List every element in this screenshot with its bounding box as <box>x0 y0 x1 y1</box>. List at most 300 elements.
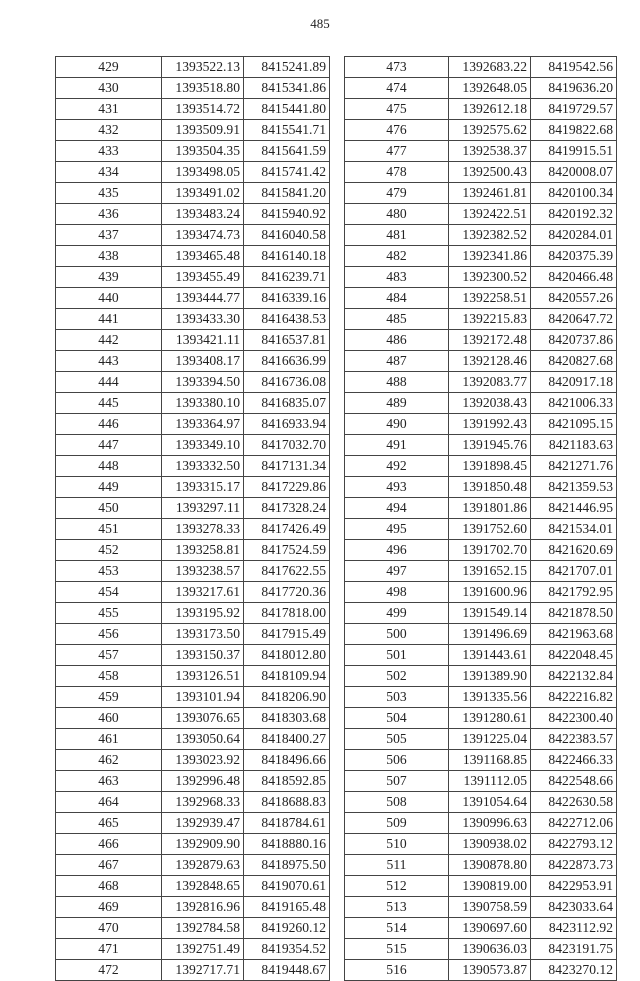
table-row <box>56 918 330 939</box>
x-coordinate-cell: 1393195.92 <box>162 603 244 624</box>
point-number-cell: 481 <box>345 225 449 246</box>
y-coordinate-cell: 8416140.18 <box>244 246 330 267</box>
y-coordinate-cell: 8416933.94 <box>244 414 330 435</box>
point-number-cell: 491 <box>345 435 449 456</box>
table-row <box>56 330 330 351</box>
y-coordinate-cell: 8418880.16 <box>244 834 330 855</box>
table-row <box>345 435 617 456</box>
x-coordinate-cell: 1392575.62 <box>449 120 531 141</box>
point-number-cell: 482 <box>345 246 449 267</box>
x-coordinate-cell: 1393150.37 <box>162 645 244 666</box>
x-coordinate-cell: 1391850.48 <box>449 477 531 498</box>
x-coordinate-cell: 1392538.37 <box>449 141 531 162</box>
table-row <box>56 57 330 78</box>
table-row <box>345 624 617 645</box>
table-row <box>345 561 617 582</box>
y-coordinate-cell: 8415641.59 <box>244 141 330 162</box>
x-coordinate-cell: 1393483.24 <box>162 204 244 225</box>
y-coordinate-cell: 8423270.12 <box>531 960 617 981</box>
table-row <box>345 645 617 666</box>
point-number-cell: 444 <box>56 372 162 393</box>
y-coordinate-cell: 8417524.59 <box>244 540 330 561</box>
table-row <box>56 687 330 708</box>
table-row <box>56 792 330 813</box>
x-coordinate-cell: 1393297.11 <box>162 498 244 519</box>
y-coordinate-cell: 8420008.07 <box>531 162 617 183</box>
table-row <box>345 78 617 99</box>
x-coordinate-cell: 1393455.49 <box>162 267 244 288</box>
table-row <box>56 498 330 519</box>
coordinates-table-left <box>55 56 330 981</box>
x-coordinate-cell: 1391168.85 <box>449 750 531 771</box>
table-row <box>56 246 330 267</box>
y-coordinate-cell: 8418206.90 <box>244 687 330 708</box>
x-coordinate-cell: 1390938.02 <box>449 834 531 855</box>
x-coordinate-cell: 1392422.51 <box>449 204 531 225</box>
point-number-cell: 476 <box>345 120 449 141</box>
point-number-cell: 462 <box>56 750 162 771</box>
table-row <box>345 162 617 183</box>
x-coordinate-cell: 1391389.90 <box>449 666 531 687</box>
x-coordinate-cell: 1391652.15 <box>449 561 531 582</box>
point-number-cell: 439 <box>56 267 162 288</box>
table-row <box>56 834 330 855</box>
y-coordinate-cell: 8422383.57 <box>531 729 617 750</box>
table-row <box>345 603 617 624</box>
table-row <box>56 309 330 330</box>
x-coordinate-cell: 1392215.83 <box>449 309 531 330</box>
y-coordinate-cell: 8415541.71 <box>244 120 330 141</box>
x-coordinate-cell: 1391898.45 <box>449 456 531 477</box>
table-row <box>56 120 330 141</box>
y-coordinate-cell: 8418109.94 <box>244 666 330 687</box>
table-row <box>345 813 617 834</box>
point-number-cell: 510 <box>345 834 449 855</box>
point-number-cell: 507 <box>345 771 449 792</box>
x-coordinate-cell: 1392717.71 <box>162 960 244 981</box>
y-coordinate-cell: 8419822.68 <box>531 120 617 141</box>
y-coordinate-cell: 8416339.16 <box>244 288 330 309</box>
table-row <box>345 750 617 771</box>
x-coordinate-cell: 1392939.47 <box>162 813 244 834</box>
table-row <box>345 792 617 813</box>
coordinates-table-right <box>344 56 617 981</box>
table-body-left <box>56 57 330 981</box>
y-coordinate-cell: 8420647.72 <box>531 309 617 330</box>
table-row <box>345 372 617 393</box>
y-coordinate-cell: 8422466.33 <box>531 750 617 771</box>
x-coordinate-cell: 1391054.64 <box>449 792 531 813</box>
table-row <box>345 855 617 876</box>
point-number-cell: 458 <box>56 666 162 687</box>
point-number-cell: 479 <box>345 183 449 204</box>
y-coordinate-cell: 8419915.51 <box>531 141 617 162</box>
x-coordinate-cell: 1391335.56 <box>449 687 531 708</box>
x-coordinate-cell: 1393444.77 <box>162 288 244 309</box>
point-number-cell: 461 <box>56 729 162 750</box>
x-coordinate-cell: 1392382.52 <box>449 225 531 246</box>
table-row <box>56 666 330 687</box>
table-body-right <box>345 57 617 981</box>
point-number-cell: 489 <box>345 393 449 414</box>
point-number-cell: 513 <box>345 897 449 918</box>
table-row <box>345 897 617 918</box>
y-coordinate-cell: 8415241.89 <box>244 57 330 78</box>
point-number-cell: 445 <box>56 393 162 414</box>
x-coordinate-cell: 1392751.49 <box>162 939 244 960</box>
table-row <box>56 582 330 603</box>
table-row <box>56 99 330 120</box>
y-coordinate-cell: 8417131.34 <box>244 456 330 477</box>
x-coordinate-cell: 1392300.52 <box>449 267 531 288</box>
point-number-cell: 460 <box>56 708 162 729</box>
x-coordinate-cell: 1393518.80 <box>162 78 244 99</box>
y-coordinate-cell: 8419260.12 <box>244 918 330 939</box>
x-coordinate-cell: 1393394.50 <box>162 372 244 393</box>
table-row <box>345 267 617 288</box>
point-number-cell: 467 <box>56 855 162 876</box>
y-coordinate-cell: 8421271.76 <box>531 456 617 477</box>
point-number-cell: 483 <box>345 267 449 288</box>
point-number-cell: 436 <box>56 204 162 225</box>
table-row <box>345 729 617 750</box>
table-row <box>345 330 617 351</box>
x-coordinate-cell: 1390697.60 <box>449 918 531 939</box>
point-number-cell: 477 <box>345 141 449 162</box>
table-row <box>345 99 617 120</box>
table-row <box>345 519 617 540</box>
table-row <box>56 519 330 540</box>
y-coordinate-cell: 8418784.61 <box>244 813 330 834</box>
table-row <box>56 204 330 225</box>
x-coordinate-cell: 1392879.63 <box>162 855 244 876</box>
x-coordinate-cell: 1391702.70 <box>449 540 531 561</box>
x-coordinate-cell: 1390996.63 <box>449 813 531 834</box>
y-coordinate-cell: 8421095.15 <box>531 414 617 435</box>
table-row <box>345 204 617 225</box>
x-coordinate-cell: 1390573.87 <box>449 960 531 981</box>
point-number-cell: 449 <box>56 477 162 498</box>
point-number-cell: 495 <box>345 519 449 540</box>
x-coordinate-cell: 1390758.59 <box>449 897 531 918</box>
y-coordinate-cell: 8417622.55 <box>244 561 330 582</box>
point-number-cell: 498 <box>345 582 449 603</box>
x-coordinate-cell: 1393023.92 <box>162 750 244 771</box>
table-row <box>56 729 330 750</box>
table-row <box>56 897 330 918</box>
x-coordinate-cell: 1392500.43 <box>449 162 531 183</box>
y-coordinate-cell: 8423033.64 <box>531 897 617 918</box>
y-coordinate-cell: 8416736.08 <box>244 372 330 393</box>
y-coordinate-cell: 8419542.56 <box>531 57 617 78</box>
y-coordinate-cell: 8418688.83 <box>244 792 330 813</box>
point-number-cell: 465 <box>56 813 162 834</box>
x-coordinate-cell: 1392848.65 <box>162 876 244 897</box>
x-coordinate-cell: 1393238.57 <box>162 561 244 582</box>
table-row <box>56 435 330 456</box>
point-number-cell: 473 <box>345 57 449 78</box>
y-coordinate-cell: 8422793.12 <box>531 834 617 855</box>
point-number-cell: 455 <box>56 603 162 624</box>
point-number-cell: 474 <box>345 78 449 99</box>
x-coordinate-cell: 1393173.50 <box>162 624 244 645</box>
table-row <box>345 309 617 330</box>
x-coordinate-cell: 1393380.10 <box>162 393 244 414</box>
y-coordinate-cell: 8422712.06 <box>531 813 617 834</box>
y-coordinate-cell: 8418975.50 <box>244 855 330 876</box>
y-coordinate-cell: 8419729.57 <box>531 99 617 120</box>
point-number-cell: 459 <box>56 687 162 708</box>
y-coordinate-cell: 8420917.18 <box>531 372 617 393</box>
point-number-cell: 509 <box>345 813 449 834</box>
x-coordinate-cell: 1393433.30 <box>162 309 244 330</box>
table-row <box>56 351 330 372</box>
y-coordinate-cell: 8416537.81 <box>244 330 330 351</box>
y-coordinate-cell: 8418303.68 <box>244 708 330 729</box>
x-coordinate-cell: 1393514.72 <box>162 99 244 120</box>
x-coordinate-cell: 1392612.18 <box>449 99 531 120</box>
x-coordinate-cell: 1391945.76 <box>449 435 531 456</box>
x-coordinate-cell: 1393076.65 <box>162 708 244 729</box>
x-coordinate-cell: 1393258.81 <box>162 540 244 561</box>
x-coordinate-cell: 1390636.03 <box>449 939 531 960</box>
y-coordinate-cell: 8417328.24 <box>244 498 330 519</box>
x-coordinate-cell: 1392172.48 <box>449 330 531 351</box>
y-coordinate-cell: 8416040.58 <box>244 225 330 246</box>
x-coordinate-cell: 1392341.86 <box>449 246 531 267</box>
point-number-cell: 464 <box>56 792 162 813</box>
x-coordinate-cell: 1392816.96 <box>162 897 244 918</box>
table-row <box>56 771 330 792</box>
table-row <box>56 645 330 666</box>
y-coordinate-cell: 8421359.53 <box>531 477 617 498</box>
x-coordinate-cell: 1392909.90 <box>162 834 244 855</box>
table-row <box>345 414 617 435</box>
y-coordinate-cell: 8419165.48 <box>244 897 330 918</box>
x-coordinate-cell: 1393408.17 <box>162 351 244 372</box>
y-coordinate-cell: 8419636.20 <box>531 78 617 99</box>
point-number-cell: 490 <box>345 414 449 435</box>
point-number-cell: 500 <box>345 624 449 645</box>
y-coordinate-cell: 8415841.20 <box>244 183 330 204</box>
x-coordinate-cell: 1391600.96 <box>449 582 531 603</box>
point-number-cell: 515 <box>345 939 449 960</box>
point-number-cell: 502 <box>345 666 449 687</box>
point-number-cell: 457 <box>56 645 162 666</box>
table-row <box>56 540 330 561</box>
x-coordinate-cell: 1392461.81 <box>449 183 531 204</box>
table-row <box>56 225 330 246</box>
point-number-cell: 499 <box>345 603 449 624</box>
point-number-cell: 442 <box>56 330 162 351</box>
y-coordinate-cell: 8423191.75 <box>531 939 617 960</box>
x-coordinate-cell: 1392258.51 <box>449 288 531 309</box>
y-coordinate-cell: 8417818.00 <box>244 603 330 624</box>
x-coordinate-cell: 1391801.86 <box>449 498 531 519</box>
x-coordinate-cell: 1393278.33 <box>162 519 244 540</box>
point-number-cell: 430 <box>56 78 162 99</box>
x-coordinate-cell: 1393101.94 <box>162 687 244 708</box>
point-number-cell: 443 <box>56 351 162 372</box>
x-coordinate-cell: 1392038.43 <box>449 393 531 414</box>
x-coordinate-cell: 1391752.60 <box>449 519 531 540</box>
table-row <box>56 393 330 414</box>
table-row <box>345 477 617 498</box>
point-number-cell: 505 <box>345 729 449 750</box>
point-number-cell: 512 <box>345 876 449 897</box>
y-coordinate-cell: 8416636.99 <box>244 351 330 372</box>
y-coordinate-cell: 8422548.66 <box>531 771 617 792</box>
point-number-cell: 447 <box>56 435 162 456</box>
table-row <box>56 477 330 498</box>
point-number-cell: 480 <box>345 204 449 225</box>
point-number-cell: 450 <box>56 498 162 519</box>
table-row <box>345 225 617 246</box>
y-coordinate-cell: 8420557.26 <box>531 288 617 309</box>
point-number-cell: 468 <box>56 876 162 897</box>
table-row <box>345 540 617 561</box>
table-row <box>345 939 617 960</box>
table-row <box>56 624 330 645</box>
point-number-cell: 448 <box>56 456 162 477</box>
y-coordinate-cell: 8415341.86 <box>244 78 330 99</box>
y-coordinate-cell: 8420466.48 <box>531 267 617 288</box>
point-number-cell: 432 <box>56 120 162 141</box>
point-number-cell: 433 <box>56 141 162 162</box>
point-number-cell: 466 <box>56 834 162 855</box>
x-coordinate-cell: 1392996.48 <box>162 771 244 792</box>
point-number-cell: 484 <box>345 288 449 309</box>
point-number-cell: 478 <box>345 162 449 183</box>
y-coordinate-cell: 8418012.80 <box>244 645 330 666</box>
y-coordinate-cell: 8421620.69 <box>531 540 617 561</box>
point-number-cell: 454 <box>56 582 162 603</box>
table-row <box>345 57 617 78</box>
table-row <box>56 78 330 99</box>
table-row <box>56 876 330 897</box>
x-coordinate-cell: 1391112.05 <box>449 771 531 792</box>
x-coordinate-cell: 1391549.14 <box>449 603 531 624</box>
point-number-cell: 452 <box>56 540 162 561</box>
point-number-cell: 493 <box>345 477 449 498</box>
table-row <box>56 288 330 309</box>
y-coordinate-cell: 8418496.66 <box>244 750 330 771</box>
table-row <box>56 960 330 981</box>
table-row <box>56 813 330 834</box>
x-coordinate-cell: 1392683.22 <box>449 57 531 78</box>
table-row <box>345 246 617 267</box>
x-coordinate-cell: 1393332.50 <box>162 456 244 477</box>
x-coordinate-cell: 1390878.80 <box>449 855 531 876</box>
y-coordinate-cell: 8422953.91 <box>531 876 617 897</box>
point-number-cell: 497 <box>345 561 449 582</box>
table-row <box>345 687 617 708</box>
y-coordinate-cell: 8421006.33 <box>531 393 617 414</box>
y-coordinate-cell: 8422630.58 <box>531 792 617 813</box>
table-row <box>56 141 330 162</box>
x-coordinate-cell: 1393217.61 <box>162 582 244 603</box>
y-coordinate-cell: 8420737.86 <box>531 330 617 351</box>
point-number-cell: 429 <box>56 57 162 78</box>
table-row <box>56 561 330 582</box>
point-number-cell: 434 <box>56 162 162 183</box>
y-coordinate-cell: 8421183.63 <box>531 435 617 456</box>
table-row <box>56 939 330 960</box>
y-coordinate-cell: 8422216.82 <box>531 687 617 708</box>
y-coordinate-cell: 8422873.73 <box>531 855 617 876</box>
x-coordinate-cell: 1392083.77 <box>449 372 531 393</box>
y-coordinate-cell: 8415441.80 <box>244 99 330 120</box>
y-coordinate-cell: 8415940.92 <box>244 204 330 225</box>
x-coordinate-cell: 1393465.48 <box>162 246 244 267</box>
y-coordinate-cell: 8417426.49 <box>244 519 330 540</box>
y-coordinate-cell: 8419354.52 <box>244 939 330 960</box>
point-number-cell: 469 <box>56 897 162 918</box>
y-coordinate-cell: 8422132.84 <box>531 666 617 687</box>
x-coordinate-cell: 1393364.97 <box>162 414 244 435</box>
y-coordinate-cell: 8421446.95 <box>531 498 617 519</box>
y-coordinate-cell: 8418400.27 <box>244 729 330 750</box>
table-row <box>56 162 330 183</box>
y-coordinate-cell: 8419448.67 <box>244 960 330 981</box>
point-number-cell: 463 <box>56 771 162 792</box>
y-coordinate-cell: 8416835.07 <box>244 393 330 414</box>
point-number-cell: 471 <box>56 939 162 960</box>
x-coordinate-cell: 1391496.69 <box>449 624 531 645</box>
point-number-cell: 435 <box>56 183 162 204</box>
table-row <box>345 876 617 897</box>
x-coordinate-cell: 1390819.00 <box>449 876 531 897</box>
point-number-cell: 492 <box>345 456 449 477</box>
x-coordinate-cell: 1393498.05 <box>162 162 244 183</box>
point-number-cell: 488 <box>345 372 449 393</box>
y-coordinate-cell: 8421707.01 <box>531 561 617 582</box>
x-coordinate-cell: 1393315.17 <box>162 477 244 498</box>
table-row <box>345 141 617 162</box>
x-coordinate-cell: 1393050.64 <box>162 729 244 750</box>
x-coordinate-cell: 1391280.61 <box>449 708 531 729</box>
x-coordinate-cell: 1392968.33 <box>162 792 244 813</box>
point-number-cell: 456 <box>56 624 162 645</box>
x-coordinate-cell: 1393126.51 <box>162 666 244 687</box>
y-coordinate-cell: 8416239.71 <box>244 267 330 288</box>
table-row <box>56 456 330 477</box>
table-row <box>56 372 330 393</box>
y-coordinate-cell: 8417915.49 <box>244 624 330 645</box>
point-number-cell: 440 <box>56 288 162 309</box>
x-coordinate-cell: 1392648.05 <box>449 78 531 99</box>
y-coordinate-cell: 8420827.68 <box>531 351 617 372</box>
point-number-cell: 503 <box>345 687 449 708</box>
y-coordinate-cell: 8420375.39 <box>531 246 617 267</box>
y-coordinate-cell: 8421878.50 <box>531 603 617 624</box>
y-coordinate-cell: 8417032.70 <box>244 435 330 456</box>
y-coordinate-cell: 8422300.40 <box>531 708 617 729</box>
x-coordinate-cell: 1393491.02 <box>162 183 244 204</box>
y-coordinate-cell: 8417229.86 <box>244 477 330 498</box>
point-number-cell: 496 <box>345 540 449 561</box>
point-number-cell: 487 <box>345 351 449 372</box>
x-coordinate-cell: 1391443.61 <box>449 645 531 666</box>
y-coordinate-cell: 8418592.85 <box>244 771 330 792</box>
point-number-cell: 451 <box>56 519 162 540</box>
point-number-cell: 506 <box>345 750 449 771</box>
table-row <box>345 918 617 939</box>
point-number-cell: 516 <box>345 960 449 981</box>
table-row <box>56 267 330 288</box>
x-coordinate-cell: 1391225.04 <box>449 729 531 750</box>
table-row <box>345 456 617 477</box>
